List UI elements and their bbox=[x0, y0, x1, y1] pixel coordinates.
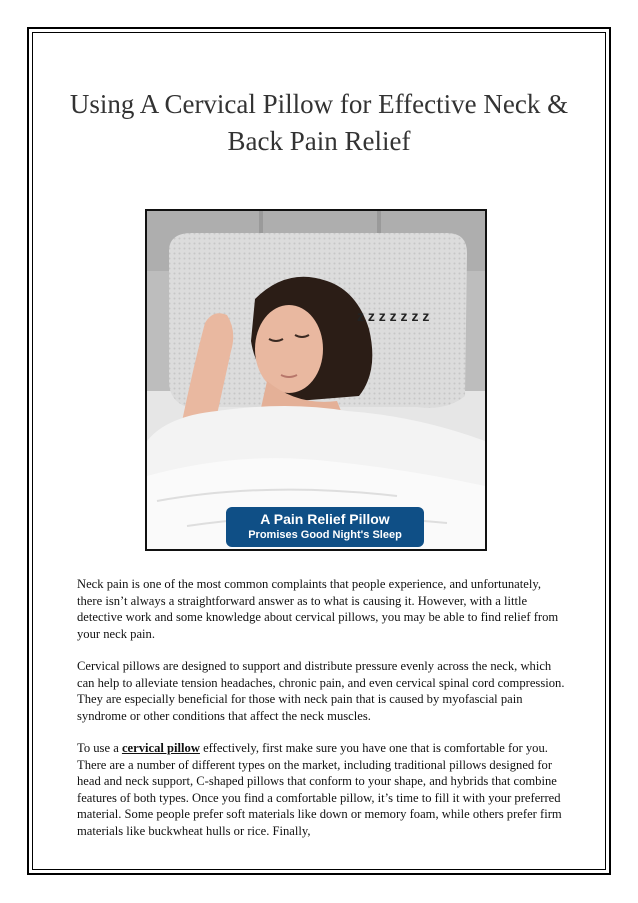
banner-title: A Pain Relief Pillow bbox=[260, 511, 390, 527]
document-title: Using A Cervical Pillow for Effective Neck & Back Pain Relief bbox=[69, 89, 569, 156]
paragraph-2: Cervical pillows are designed to support and distribute pressure evenly across the neck, which can help to alleviate tension headaches, chronic pain, and even cervical spinal cord compression. They are especially beneficial for those with neck pain that is caused by myofascial pain syndrome or other conditions that affect the neck muscles. bbox=[77, 659, 565, 723]
banner-subtitle: Promises Good Night's Sleep bbox=[248, 529, 402, 541]
paragraph-3 bbox=[77, 740, 565, 839]
article-body bbox=[77, 576, 565, 855]
paragraph-1: Neck pain is one of the most common complaints that people experience, and unfortunately, there isn’t always a straightforward answer as to what is causing it. However, with a little detective work and some knowledge about cervical pillows, you may be able to find relief from your neck pain. bbox=[77, 577, 559, 641]
cervical-pillow-link[interactable]: cervical pillow bbox=[121, 741, 200, 755]
paragraph-3-rest: effectively, first make sure you have one that is comfortable for you. There are a number of different types on the market, including traditional pillows designed for head and neck support, C-shaped pillows that conform to your shape, and hybrids that combine features of both types. Once you find a comfortable pillow, it’s time to fill it with your preferred material. Some people prefer soft materials like down or memory foam, while others prefer firm materials like buckwheat hulls or rice. Finally, bbox=[77, 741, 562, 838]
face bbox=[255, 305, 323, 393]
paragraph-3-lead: To use a bbox=[77, 741, 122, 755]
sleep-z-text: z z z z z z z bbox=[357, 308, 430, 324]
caption-banner bbox=[226, 507, 424, 547]
sleeping-woman-illustration bbox=[147, 211, 485, 549]
hero-image bbox=[145, 209, 487, 551]
